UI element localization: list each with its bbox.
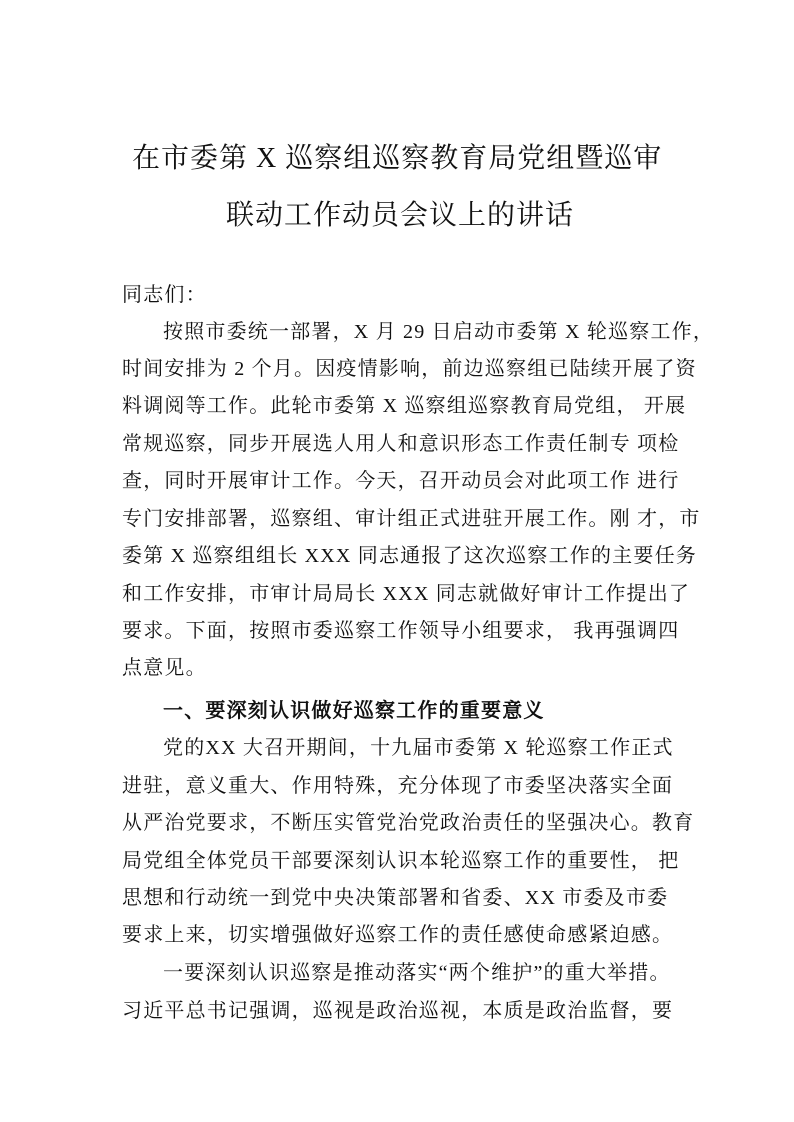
text-line: 查，同时开展审计工作。今天，召开动员会对此项工作 进行 <box>122 470 680 492</box>
text-line: 料调阅等工作。此轮市委第 X 巡察组巡察教育局党组， 开展 <box>122 395 687 417</box>
text-line: 委第 X 巡察组组长 XXX 同志通报了这次巡察工作的主要任务 <box>122 545 697 567</box>
text-line: 要求。下面，按照市委巡察工作领导小组要求， 我再强调四 <box>122 620 680 642</box>
document-title-line-1: 在市委第 X 巡察组巡察教育局党组暨巡审 <box>132 143 663 174</box>
salutation: 同志们： <box>122 284 207 306</box>
text-line: 专门安排部署，巡察组、审计组正式进驻开展工作。刚 才，市 <box>122 508 701 530</box>
text-line: 按照市委统一部署，X 月 29 日启动市委第 X 轮巡察工作， <box>163 321 715 343</box>
text-line: 从严治党要求，不断压实管党治党政治责任的坚强决心。教育 <box>122 812 695 834</box>
text-line: 习近平总书记强调，巡视是政治巡视，本质是政治监督，要 <box>122 1000 674 1022</box>
text-line: 党的XX 大召开期间，十九届市委第 X 轮巡察工作正式 <box>163 737 674 759</box>
document-title-line-2: 联动工作动员会议上的讲话 <box>226 200 575 231</box>
text-line: 点意见。 <box>122 657 207 679</box>
text-line: 一要深刻认识巡察是推动落实“两个维护”的重大举措。 <box>163 962 671 984</box>
text-line: 进驻，意义重大、作用特殊，充分体现了市委坚决落实全面 <box>122 775 674 797</box>
section-heading-1: 一、要深刻认识做好巡察工作的重要意义 <box>163 700 545 722</box>
text-line: 思想和行动统一到党中央决策部署和省委、XX 市委及市委 <box>122 887 669 909</box>
text-line: 和工作安排，市审计局局长 XXX 同志就做好审计工作提出了 <box>122 583 691 605</box>
text-line: 时间安排为 2 个月。因疫情影响，前边巡察组已陆续开展了资 <box>122 358 697 380</box>
text-line: 局党组全体党员干部要深刻认识本轮巡察工作的重要性， 把 <box>122 850 680 872</box>
text-line: 要求上来，切实增强做好巡察工作的责任感使命感紧迫感。 <box>122 924 674 946</box>
text-line: 常规巡察，同步开展选人用人和意识形态工作责任制专 项检 <box>122 433 680 455</box>
